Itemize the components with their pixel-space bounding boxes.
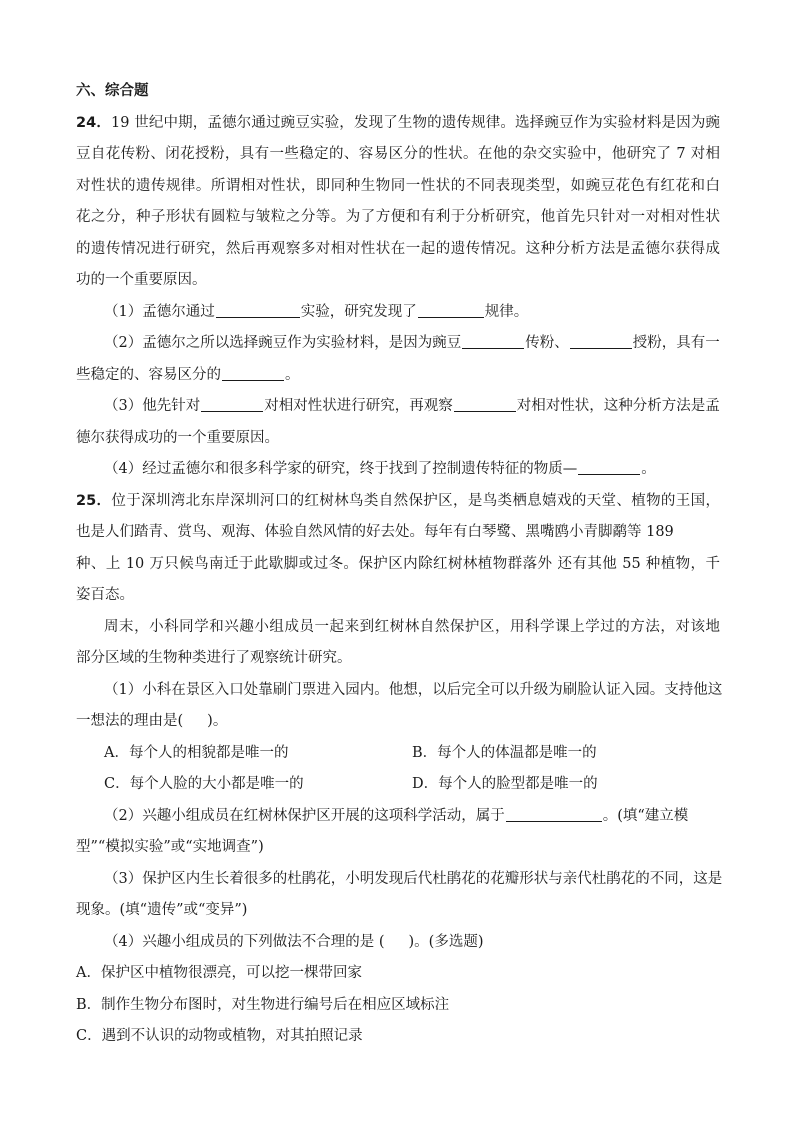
q25-sub3: （3）保护区内生长着很多的杜鹃花，小明发现后代杜鹃花的花瓣形状与亲代杜鹃花的不同，这是 bbox=[104, 870, 723, 887]
q24-sub1: （1）孟德尔通过 实验，研究发现了 规律。 bbox=[76, 297, 720, 329]
answer-blank[interactable] bbox=[578, 458, 640, 475]
worksheet-page bbox=[76, 76, 723, 1053]
q24-stem-line: 的遗传情况进行研究，然后再观察多对相对性状在一起的遗传情况。这种分析方法是孟德尔获得成 bbox=[76, 240, 720, 257]
answer-blank[interactable] bbox=[506, 805, 602, 822]
question-24 bbox=[76, 108, 720, 486]
option-d[interactable]: D．每个人的脸型都是唯一的 bbox=[412, 776, 598, 792]
option-b[interactable]: B．每个人的体温都是唯一的 bbox=[412, 744, 597, 761]
q24-stem-line: 对性状的遗传规律。所谓相对性状，即同种生物同一性状的不同表现类型，如豌豆花色有红花和白 bbox=[76, 177, 720, 194]
question-25 bbox=[76, 486, 723, 1053]
q24-stem-line: 豆自花传粉、闭花授粉，具有一些稳定的、容易区分的性状。在他的杂交实验中，他研究了 7 对相 bbox=[76, 146, 720, 162]
q25-sub3-cont: 现象。(填“遗传”或“变异”) bbox=[76, 902, 248, 918]
q24-stem-line: 24．19 世纪中期，孟德尔通过豌豆实验，发现了生物的遗传规律。选择豌豆作为实验材料是因为豌 bbox=[76, 114, 720, 131]
answer-blank[interactable] bbox=[454, 395, 516, 412]
q25-sub2: （2）兴趣小组成员在红树林保护区开展的这项科学活动，属于 。(填“建立模 bbox=[76, 801, 720, 833]
answer-blank[interactable] bbox=[201, 395, 263, 412]
answer-blank[interactable] bbox=[462, 332, 524, 349]
q25-stem-line: 也是人们踏青、赏鸟、观海、体验自然风情的好去处。每年有白琴鹭、黑嘴鸥小青脚鹬等 189 bbox=[76, 524, 674, 540]
q25-sub1-cont: 一想法的理由是( )。 bbox=[76, 713, 228, 729]
q25-number: 25． bbox=[76, 492, 112, 509]
answer-blank[interactable] bbox=[418, 301, 484, 318]
q25-sub4: （4）兴趣小组成员的下列做法不合理的是 ( )。(多选题) bbox=[104, 933, 484, 950]
q24-sub4: （4）经过孟德尔和很多科学家的研究，终于找到了控制遗传特征的物质— 。 bbox=[76, 454, 720, 486]
q25-sub1: （1）小科在景区入口处靠刷门票进入园内。他想，以后完全可以升级为刷脸认证入园。支持他这 bbox=[104, 681, 723, 698]
q25-sub4-option[interactable]: C．遇到不认识的动物或植物，对其拍照记录 bbox=[76, 1028, 363, 1044]
q24-sub3: （3）他先针对 对相对性状进行研究，再观察 对相对性状，这种分析方法是孟 bbox=[76, 391, 720, 423]
q25-para2-line: 部分区域的生物种类进行了观察统计研究。 bbox=[76, 650, 352, 666]
q25-sub1-options-row bbox=[76, 738, 720, 770]
answer-blank[interactable] bbox=[222, 364, 284, 381]
q25-sub4-option[interactable]: B．制作生物分布图时，对生物进行编号后在相应区域标注 bbox=[76, 996, 450, 1013]
q25-stem-line: 姿百态。 bbox=[76, 587, 134, 603]
section-title: 六、综合题 bbox=[76, 83, 149, 99]
q24-stem-line: 功的一个重要原因。 bbox=[76, 272, 207, 288]
option-a[interactable]: A．每个人的相貌都是唯一的 bbox=[104, 744, 289, 761]
q24-sub3-cont: 德尔获得成功的一个重要原因。 bbox=[76, 429, 279, 446]
q25-sub1-options-row bbox=[76, 769, 720, 801]
q25-sub4-option[interactable]: A．保护区中植物很漂亮，可以挖一棵带回家 bbox=[76, 965, 362, 981]
answer-blank[interactable] bbox=[570, 332, 632, 349]
q25-sub2-cont: 型”“模拟实验”或“实地调查”) bbox=[76, 839, 264, 855]
q24-sub2: （2）孟德尔之所以选择豌豆作为实验材料，是因为豌豆 传粉、 授粉，具有一 bbox=[76, 328, 720, 360]
q25-stem-line: 种、上 10 万只候鸟南迁于此歇脚或过冬。保护区内除红树林植物群落外 还有其他 55 种植物，千 bbox=[76, 555, 720, 572]
q24-sub2-cont: 些稳定的、容易区分的 。 bbox=[76, 360, 720, 392]
option-c[interactable]: C．每个人脸的大小都是唯一的 bbox=[104, 776, 304, 792]
q25-para2-line: 周末，小科同学和兴趣小组成员一起来到红树林自然保护区，用科学课上学过的方法，对该地 bbox=[104, 618, 720, 635]
q24-stem-line: 花之分，种子形状有圆粒与皱粒之分等。为了方便和有利于分析研究，他首先只针对一对相对性状 bbox=[76, 209, 720, 225]
q25-stem-line: 25．位于深圳湾北东岸深圳河口的红树林鸟类自然保护区，是鸟类栖息嬉戏的天堂、植物的王国， bbox=[76, 492, 720, 509]
q24-number: 24． bbox=[76, 114, 111, 131]
answer-blank[interactable] bbox=[216, 301, 300, 318]
